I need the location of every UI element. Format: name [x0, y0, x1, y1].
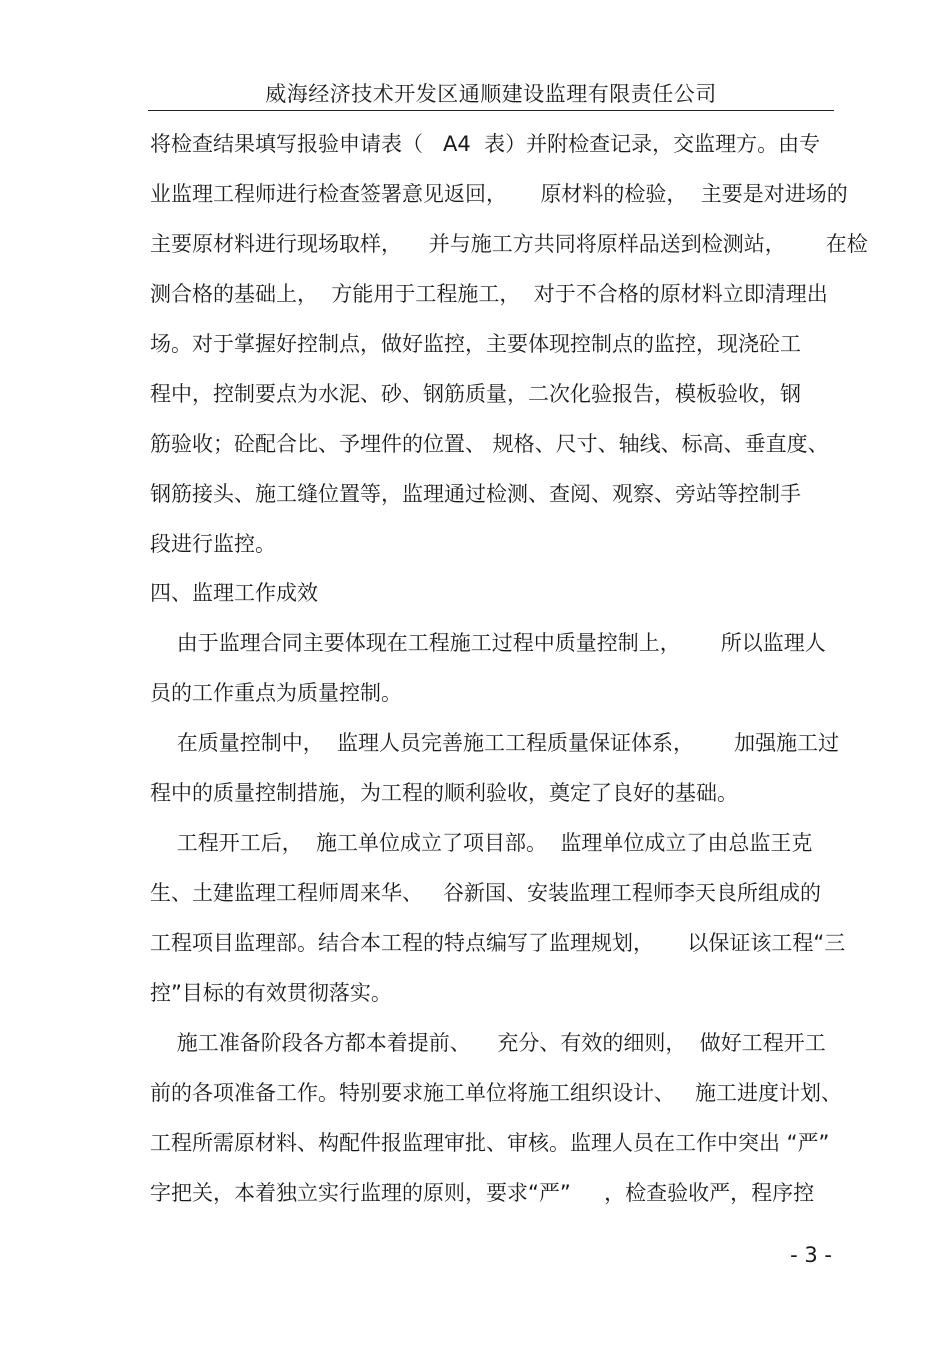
text-line: 主要原材料进行现场取样， 并与施工方共同将原样品送到检测站， 在检 — [150, 232, 868, 256]
text-line: 场。对于掌握好控制点，做好监控，主要体现控制点的监控，现浇砼工 — [150, 332, 801, 356]
text-line: 字把关，本着独立实行监理的原则，要求“严” ，检查验收严，程序控 — [150, 1181, 815, 1205]
text-line: 施工准备阶段各方都本着提前、 充分、有效的细则， 做好工程开工 — [150, 1031, 826, 1055]
text-line: 工程开工后， 施工单位成立了项目部。 监理单位成立了由总监王克 — [150, 831, 813, 855]
header-rule — [148, 110, 834, 111]
text-line: 将检查结果填写报验申请表（ A4 表）并附检查记录，交监理方。由专 — [150, 132, 821, 156]
section-heading: 四、监理工作成效 — [150, 581, 318, 605]
text-line: 程中的质量控制措施，为工程的顺利验收，奠定了良好的基础。 — [150, 781, 738, 805]
text-line: 筋验收；砼配合比、予埋件的位置、 规格、尺寸、轴线、标高、垂直度、 — [150, 432, 829, 456]
text-line: 工程所需原材料、构配件报监理审批、审核。监理人员在工作中突出 “严” — [150, 1131, 830, 1155]
text-line: 前的各项准备工作。特别要求施工单位将施工组织设计、 施工进度计划、 — [150, 1081, 843, 1105]
text-line: 在质量控制中， 监理人员完善施工工程质量保证体系， 加强施工过 — [150, 731, 840, 755]
text-line: 程中，控制要点为水泥、砂、钢筋质量，二次化验报告，模板验收，钢 — [150, 382, 801, 406]
page-number: - 3 - — [790, 1243, 832, 1267]
text-line: 由于监理合同主要体现在工程施工过程中质量控制上， 所以监理人 — [150, 631, 826, 655]
text-line: 生、土建监理工程师周来华、 谷新国、安装监理工程师李天良所组成的 — [150, 881, 822, 905]
page-header-company: 威海经济技术开发区通顺建设监理有限责任公司 — [265, 82, 717, 106]
text-line: 业监理工程师进行检查签署意见返回， 原材料的检验， 主要是对进场的 — [150, 182, 848, 206]
text-line: 段进行监控。 — [150, 532, 276, 556]
text-line: 钢筋接头、施工缝位置等，监理通过检测、查阅、观察、旁站等控制手 — [150, 482, 801, 506]
text-line: 控”目标的有效贯彻落实。 — [150, 981, 392, 1005]
text-line: 测合格的基础上， 方能用于工程施工， 对于不合格的原材料立即清理出 — [150, 282, 828, 306]
text-line: 工程项目监理部。结合本工程的特点编写了监理规划， 以保证该工程“三 — [150, 931, 846, 955]
text-line: 员的工作重点为质量控制。 — [150, 681, 402, 705]
